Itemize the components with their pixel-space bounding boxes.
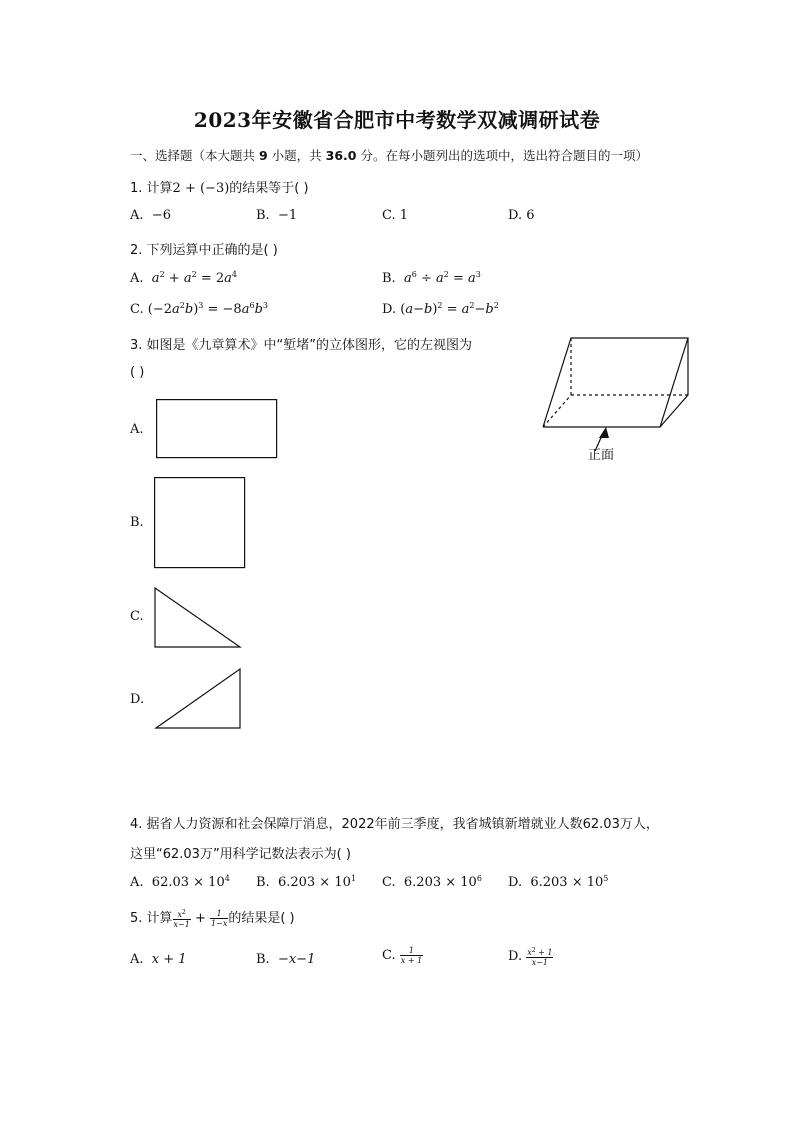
- q5-option-c[interactable]: [382, 946, 423, 965]
- option-exponent: 6: [476, 874, 482, 883]
- q1-option-a[interactable]: [130, 208, 171, 223]
- option-value: 6: [526, 208, 535, 223]
- option-value: −6: [151, 208, 171, 223]
- q5-suffix: 的结果是( ): [228, 911, 295, 926]
- q5-option-b[interactable]: [256, 952, 315, 967]
- q3-option-b-label[interactable]: B.: [130, 515, 144, 530]
- hidden-edge-diagonal: [543, 395, 571, 427]
- fraction-1-over-1-minus-x: $\frac{1}{1-x}$: [211, 909, 228, 928]
- q3-solid-figure: [538, 334, 698, 464]
- option-label: C.: [130, 302, 144, 317]
- fraction-x2-plus-1-over-x-minus-1: $\frac{x^2 + 1}{x-1}$: [527, 947, 553, 967]
- option-exponent: 5: [603, 874, 609, 883]
- option-label: D.: [508, 875, 523, 890]
- triangle-shape: [155, 588, 240, 647]
- option-mantissa: 6.203: [277, 875, 316, 890]
- option-mantissa: 62.03: [151, 875, 190, 890]
- option-formula: $a^6 \div a^2 = a^3$: [403, 270, 481, 286]
- option-label: D.: [508, 949, 523, 964]
- option-label: C.: [382, 948, 396, 963]
- page-title: 2023年安徽省合肥市中考数学双减调研试卷: [193, 108, 601, 132]
- q1-suffix: 的结果等于( ): [229, 181, 309, 196]
- option-label: B.: [382, 271, 396, 286]
- section-middle: 小题，共: [267, 148, 326, 163]
- q1-option-d[interactable]: [508, 208, 535, 223]
- option-value: 1: [399, 208, 409, 223]
- square-shape: [155, 478, 245, 568]
- q3-option-b-figure[interactable]: [154, 477, 246, 569]
- option-mantissa: 6.203: [403, 875, 442, 890]
- question-count: 9: [258, 148, 268, 163]
- option-label: A.: [130, 271, 144, 286]
- section-suffix: 分。在每小题列出的选项中，选出符合题目的一项）: [356, 148, 648, 163]
- question-2-stem: 2. 下列运算中正确的是( ): [130, 243, 278, 258]
- figure-caption: 正面: [588, 448, 615, 463]
- option-value: −1: [277, 208, 298, 223]
- option-label: A.: [130, 875, 144, 890]
- option-label: A.: [130, 208, 144, 223]
- question-3-stem: 3. 如图是《九章算术》中“堑堵”的立体图形，它的左视图为: [130, 338, 473, 353]
- option-label: A.: [130, 952, 144, 967]
- q5-option-a[interactable]: [130, 952, 187, 967]
- q4-option-d[interactable]: D. $6.203 \times 10^5$: [508, 874, 609, 890]
- option-label: B.: [256, 952, 270, 967]
- q2-option-b[interactable]: [382, 270, 481, 286]
- q2-option-a[interactable]: [130, 270, 237, 286]
- option-label: C.: [382, 208, 396, 223]
- q3-option-d-figure[interactable]: [155, 668, 243, 730]
- q1-option-c[interactable]: [382, 208, 408, 223]
- question-1-stem: [130, 177, 309, 196]
- triangle-shape: [156, 669, 240, 728]
- option-label: B.: [256, 875, 270, 890]
- option-label: C.: [382, 875, 396, 890]
- q1-expression: 2 + (−3): [172, 181, 230, 196]
- front-parallelogram: [543, 338, 688, 427]
- option-exponent: 4: [224, 874, 230, 883]
- option-label: D.: [382, 302, 397, 317]
- option-mantissa: 6.203: [530, 875, 568, 890]
- q3-option-d-label[interactable]: D.: [130, 692, 145, 707]
- fraction-x2-over-x-minus-1: $\frac{x^2}{x-1}$: [173, 909, 190, 929]
- q1-prefix: 1. 计算: [130, 181, 173, 196]
- option-value: x + 1: [151, 952, 187, 967]
- option-label: D.: [508, 208, 523, 223]
- q4-option-c[interactable]: C. $6.203 \times 10^6$: [382, 874, 482, 890]
- option-formula: $(a-b)^2 = a^2-b^2$: [400, 301, 499, 317]
- question-4-stem-line2: 这里“62.03万”用科学记数法表示为( ): [130, 847, 351, 862]
- q2-option-d[interactable]: [382, 301, 499, 317]
- section-header: [130, 146, 648, 164]
- q2-option-c[interactable]: [130, 301, 268, 317]
- q3-option-c-label[interactable]: C.: [130, 609, 144, 624]
- q3-option-c-figure[interactable]: [154, 587, 242, 649]
- q3-option-a-figure[interactable]: [156, 399, 278, 459]
- fraction-1-over-x-plus-1: $\frac{1}{x + 1}$: [400, 946, 423, 965]
- q5-option-d[interactable]: [508, 946, 553, 967]
- q4-option-a[interactable]: A. $62.03 \times 10^4$: [130, 874, 230, 890]
- question-3-stem-line2: ( ): [130, 365, 145, 380]
- section-prefix: 一、选择题（本大题共: [130, 148, 259, 163]
- option-formula: $(-2a^2b)^3 = -8a^6b^3$: [147, 301, 268, 317]
- q5-prefix: 5. 计算: [130, 911, 173, 926]
- option-exponent: 1: [350, 874, 356, 883]
- question-4-stem: 4. 据省人力资源和社会保障厅消息，2022年前三季度，我省城镇新增就业人数62.03万人，: [130, 817, 659, 832]
- q4-option-b[interactable]: B. $6.203 \times 10^1$: [256, 874, 356, 890]
- option-formula: $a^2 + a^2 = 2a^4$: [151, 270, 237, 286]
- option-label: B.: [256, 208, 270, 223]
- view-arrow-head: [599, 427, 609, 438]
- question-5-stem: 5. 计算 $\frac{x^2}{x-1}$ + $\frac{1}{1-x}$ 的结果是( ): [130, 909, 295, 929]
- total-score: 36.0: [325, 148, 357, 163]
- q3-option-a-label[interactable]: A.: [130, 422, 144, 437]
- q1-option-b[interactable]: [256, 208, 297, 223]
- option-value: −x−1: [277, 952, 316, 967]
- rectangle-shape: [157, 400, 277, 458]
